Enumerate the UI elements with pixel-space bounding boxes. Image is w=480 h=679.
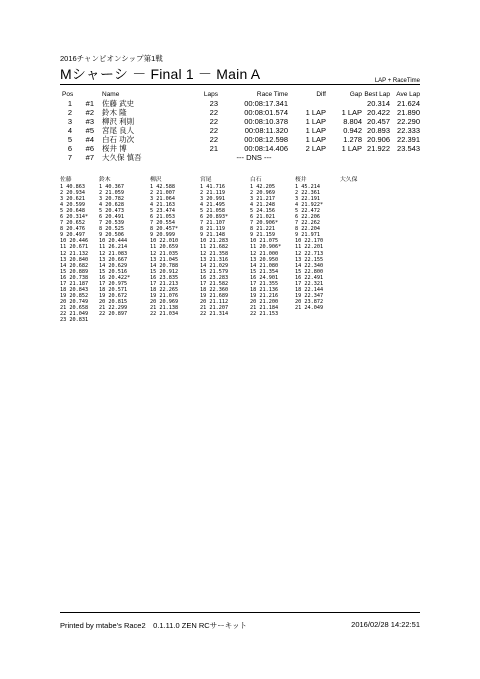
result-ave: 22.333 [397, 126, 420, 135]
lap-time: 7 20.906* [250, 220, 279, 227]
lap-column [250, 177, 281, 317]
result-name: 白石 功次 [102, 135, 135, 144]
result-ave: 21.890 [397, 108, 420, 117]
lap-time: 13 21.045 [150, 256, 179, 263]
results-row [60, 108, 420, 117]
lap-column-driver: 宮尾 [200, 177, 212, 183]
result-name: 佐藤 武史 [102, 99, 135, 108]
lap-time: 12 21.035 [150, 250, 179, 257]
result-name: 桜井 博 [102, 144, 127, 153]
lap-time: 16 20.422* [99, 274, 131, 281]
lap-time: 2 20.934 [60, 190, 85, 197]
lap-time: 4 21.163 [150, 202, 175, 209]
result-time: 00:08:11.320 [244, 126, 288, 135]
lap-time: 2 21.119 [200, 190, 225, 197]
result-laps: 22 [209, 135, 218, 144]
lap-time: 21 24.049 [295, 304, 324, 311]
result-pos: 2 [67, 108, 72, 117]
result-pos: 3 [67, 117, 72, 126]
result-laps: 22 [209, 108, 218, 117]
lap-time: 4 21.922* [295, 202, 324, 209]
lap-time: 4 21.495 [200, 202, 225, 209]
lap-time: 10 22.170 [295, 238, 324, 245]
result-diff: 2 LAP [305, 144, 326, 153]
lap-time: 11 21.682 [200, 244, 229, 251]
lap-time: 7 20.652 [60, 220, 85, 227]
lap-column-driver: 大久保 [340, 177, 358, 183]
lap-time: 3 21.064 [150, 196, 175, 203]
lap-time: 6 21.053 [150, 214, 175, 221]
lap-time: 17 21.187 [60, 280, 89, 287]
lap-column-driver: 鈴木 [99, 177, 111, 183]
result-diff: 1 LAP [305, 126, 326, 135]
result-time: 00:08:10.378 [244, 117, 288, 126]
lap-time: 19 20.672 [99, 292, 128, 299]
lap-time: 12 21.358 [200, 250, 229, 257]
lap-time: 2 21.059 [99, 190, 124, 197]
lap-time: 9 21.148 [200, 232, 225, 239]
lap-time: 14 21.029 [200, 262, 229, 269]
lap-time: 8 20.476 [60, 226, 85, 233]
lap-time: 19 21.216 [250, 292, 279, 299]
result-time: --- DNS --- [236, 153, 272, 162]
lap-time: 19 21.689 [200, 292, 229, 299]
footer-timestamp: 2016/02/28 14:22:51 [351, 620, 420, 629]
lap-time: 2 22.361 [295, 190, 320, 197]
result-no: #3 [85, 117, 94, 126]
lap-time: 21 22.299 [99, 304, 128, 311]
lap-time: 5 22.472 [295, 208, 320, 215]
lap-time: 7 21.107 [200, 220, 225, 227]
lap-time: 21 21.138 [150, 304, 179, 311]
lap-time: 3 22.191 [295, 196, 320, 203]
lap-time: 15 20.516 [99, 268, 128, 275]
lap-time: 10 21.283 [200, 238, 229, 245]
lap-time: 9 21.159 [250, 232, 275, 239]
result-time: 00:08:12.598 [244, 135, 288, 144]
lap-time: 6 20.491 [99, 214, 124, 221]
header-name: Name [102, 91, 120, 98]
lap-time: 8 22.204 [295, 226, 320, 233]
lap-column [340, 177, 357, 184]
lap-time: 15 21.354 [250, 268, 279, 275]
lap-time: 11 20.906* [250, 244, 282, 251]
lap-time: 5 23.474 [150, 208, 175, 215]
lap-time: 11 20.671 [60, 244, 89, 251]
lap-time: 22 21.153 [250, 310, 279, 317]
result-pos: 4 [67, 126, 72, 135]
lap-time: 5 24.156 [250, 208, 275, 215]
lap-time: 17 21.213 [150, 280, 179, 287]
lap-time: 8 21.221 [250, 226, 275, 233]
lap-time: 4 20.599 [60, 202, 85, 209]
header-laps: Laps [203, 91, 218, 98]
result-best: 20.457 [367, 117, 390, 126]
lap-time: 1 40.863 [60, 184, 85, 190]
lap-time: 5 20.473 [99, 208, 124, 215]
lap-time: 16 20.738 [60, 274, 89, 281]
lap-time: 19 22.347 [295, 292, 324, 299]
lap-time: 20 21.112 [200, 298, 229, 305]
lap-time: 8 21.119 [200, 226, 225, 233]
footer-printed-by: Printed by mtabe's Race2 0.1.11.0 ZEN RCサーキット [60, 621, 248, 630]
lap-column-driver: 柳沢 [150, 177, 162, 183]
lap-time: 6 20.893* [200, 214, 229, 221]
lap-column [295, 177, 323, 311]
result-no: #2 [85, 108, 94, 117]
result-best: 20.314 [367, 99, 390, 108]
lap-time: 9 20.999 [150, 232, 175, 239]
results-row [60, 144, 420, 153]
lap-time: 17 21.582 [200, 280, 229, 287]
result-pos: 1 [67, 99, 72, 108]
result-pos: 5 [67, 135, 72, 144]
lap-time: 20 21.200 [250, 298, 279, 305]
result-name: 大久保 慎吾 [102, 153, 142, 162]
result-name: 柳沢 利則 [102, 117, 135, 126]
lap-time: 15 22.800 [295, 268, 324, 275]
lap-time: 13 20.950 [250, 256, 279, 263]
result-laps: 23 [209, 99, 218, 108]
lap-time: 1 45.214 [295, 184, 320, 190]
lap-time: 22 21.034 [150, 310, 179, 317]
lap-time: 18 20.571 [99, 286, 128, 293]
lap-time: 20 20.815 [99, 298, 128, 305]
result-time: 00:08:14.406 [244, 144, 288, 153]
lap-time: 14 22.340 [295, 262, 324, 269]
lap-time: 3 21.217 [250, 196, 275, 203]
lap-time: 4 20.628 [99, 202, 124, 209]
footer-divider [60, 612, 420, 613]
lap-time: 15 20.912 [150, 268, 179, 275]
lap-column-driver: 佐藤 [60, 177, 72, 183]
lap-time: 16 24.901 [250, 274, 279, 281]
lap-time: 17 21.355 [250, 280, 279, 287]
result-gap: 0.942 [343, 126, 362, 135]
result-name: 鈴木 隆 [102, 108, 127, 117]
result-gap: 1.278 [343, 135, 362, 144]
result-diff: 1 LAP [305, 117, 326, 126]
result-diff: 1 LAP [305, 135, 326, 144]
lap-time: 20 23.872 [295, 298, 324, 305]
mode-label: LAP + RaceTime [374, 78, 420, 84]
result-gap: 1 LAP [341, 144, 362, 153]
header-pos: Pos [62, 91, 74, 98]
lap-time: 12 21.000 [250, 250, 279, 257]
lap-time: 13 20.667 [99, 256, 128, 263]
lap-time: 7 20.554 [150, 220, 175, 227]
result-ave: 22.290 [397, 117, 420, 126]
lap-time: 18 22.144 [295, 286, 324, 293]
lap-time: 11 20.659 [150, 244, 179, 251]
lap-column [200, 177, 228, 317]
lap-time: 4 21.248 [250, 202, 275, 209]
lap-time: 12 22.713 [295, 250, 324, 257]
result-diff: 1 LAP [305, 108, 326, 117]
lap-time: 1 42.588 [150, 184, 175, 190]
lap-time: 21 21.207 [200, 304, 229, 311]
lap-time: 6 20.314* [60, 214, 89, 221]
lap-time: 3 20.782 [99, 196, 124, 203]
lap-time: 21 20.658 [60, 304, 89, 311]
result-ave: 22.391 [397, 135, 420, 144]
result-no: #1 [85, 99, 94, 108]
results-row [60, 117, 420, 126]
lap-time: 2 20.969 [250, 190, 275, 197]
lap-time: 13 20.840 [60, 256, 89, 263]
lap-time: 19 20.852 [60, 292, 89, 299]
header-gap: Gap [349, 91, 362, 98]
header-race-time: Race Time [256, 91, 288, 98]
lap-time: 10 20.444 [99, 238, 128, 245]
lap-time: 15 20.889 [60, 268, 89, 275]
lap-time: 16 22.491 [295, 274, 324, 281]
lap-time: 13 22.155 [295, 256, 324, 263]
lap-time: 1 41.716 [200, 184, 225, 190]
lap-time: 19 21.076 [150, 292, 179, 299]
lap-time: 14 21.080 [250, 262, 279, 269]
lap-time: 20 20.749 [60, 298, 89, 305]
lap-time: 3 20.621 [60, 196, 85, 203]
header-best-lap: Best Lap [364, 91, 390, 98]
lap-time: 5 21.058 [200, 208, 225, 215]
lap-time: 13 21.316 [200, 256, 229, 263]
result-no: #6 [85, 144, 94, 153]
results-row [60, 135, 420, 144]
lap-time: 12 21.083 [99, 250, 128, 257]
result-no: #5 [85, 126, 94, 135]
lap-time: 11 26.214 [99, 244, 128, 251]
lap-time: 20 20.969 [150, 298, 179, 305]
lap-time: 12 21.132 [60, 250, 89, 257]
lap-column [99, 177, 130, 317]
lap-time: 14 20.682 [60, 262, 89, 269]
lap-time: 8 20.525 [99, 226, 124, 233]
result-no: #7 [85, 153, 94, 162]
lap-time: 22 20.897 [99, 310, 128, 317]
lap-time: 8 20.457* [150, 226, 179, 233]
result-gap: 8.804 [343, 117, 362, 126]
results-row [60, 99, 420, 108]
lap-column-driver: 桜井 [295, 177, 307, 183]
lap-time: 7 22.262 [295, 220, 320, 227]
result-pos: 6 [67, 144, 72, 153]
result-best: 20.893 [367, 126, 390, 135]
lap-time: 16 23.283 [200, 274, 229, 281]
title-divider [60, 84, 420, 85]
result-pos: 7 [67, 153, 72, 162]
lap-time: 7 20.539 [99, 220, 124, 227]
lap-time: 9 21.971 [295, 232, 320, 239]
lap-time: 14 20.788 [150, 262, 179, 269]
lap-time: 17 22.321 [295, 280, 324, 287]
result-no: #4 [85, 135, 94, 144]
header-diff: Diff [316, 91, 326, 98]
lap-time: 10 22.010 [150, 238, 179, 245]
lap-time: 10 21.075 [250, 238, 279, 245]
lap-time: 9 20.506 [99, 232, 124, 239]
page-title: Mシャーシ － Final 1 － Main A [60, 66, 261, 82]
lap-time: 6 22.206 [295, 214, 320, 221]
lap-time: 1 40.367 [99, 184, 124, 190]
lap-time: 17 20.975 [99, 280, 128, 287]
result-time: 00:08:01.574 [244, 108, 288, 117]
results-row [60, 126, 420, 135]
result-laps: 22 [209, 126, 218, 135]
lap-time: 5 20.648 [60, 208, 85, 215]
result-best: 20.906 [367, 135, 390, 144]
results-header-row [60, 90, 420, 99]
lap-column-driver: 白石 [250, 177, 262, 183]
result-name: 宮尾 良人 [102, 126, 135, 135]
result-best: 21.922 [367, 144, 390, 153]
lap-column [150, 177, 178, 317]
lap-time: 23 20.831 [60, 317, 89, 324]
lap-time: 16 23.835 [150, 274, 179, 281]
lap-time: 3 20.991 [200, 196, 225, 203]
result-ave: 23.543 [397, 144, 420, 153]
lap-time: 2 21.007 [150, 190, 175, 197]
result-gap: 1 LAP [341, 108, 362, 117]
result-time: 00:08:17.341 [244, 99, 288, 108]
lap-time: 9 20.497 [60, 232, 85, 239]
lap-time: 21 21.184 [250, 304, 279, 311]
event-subtitle: 2016チャンピオンシップ第1戦 [60, 54, 163, 63]
result-best: 20.422 [367, 108, 390, 117]
lap-time: 22 21.049 [60, 310, 89, 317]
lap-time: 6 21.021 [250, 214, 275, 221]
header-ave-lap: Ave Lap [396, 91, 420, 98]
lap-time: 14 20.629 [99, 262, 128, 269]
lap-time: 11 22.201 [295, 244, 324, 251]
lap-time: 10 20.446 [60, 238, 89, 245]
lap-time: 15 21.579 [200, 268, 229, 275]
lap-time: 18 21.136 [250, 286, 279, 293]
lap-time: 22 21.314 [200, 310, 229, 317]
results-row [60, 153, 420, 162]
lap-time: 18 22.265 [150, 286, 179, 293]
result-laps: 22 [209, 117, 218, 126]
result-ave: 21.624 [397, 99, 420, 108]
lap-column [60, 177, 88, 323]
lap-time: 18 20.843 [60, 286, 89, 293]
lap-time: 1 42.205 [250, 184, 275, 190]
result-laps: 21 [209, 144, 218, 153]
lap-time: 18 22.360 [200, 286, 229, 293]
